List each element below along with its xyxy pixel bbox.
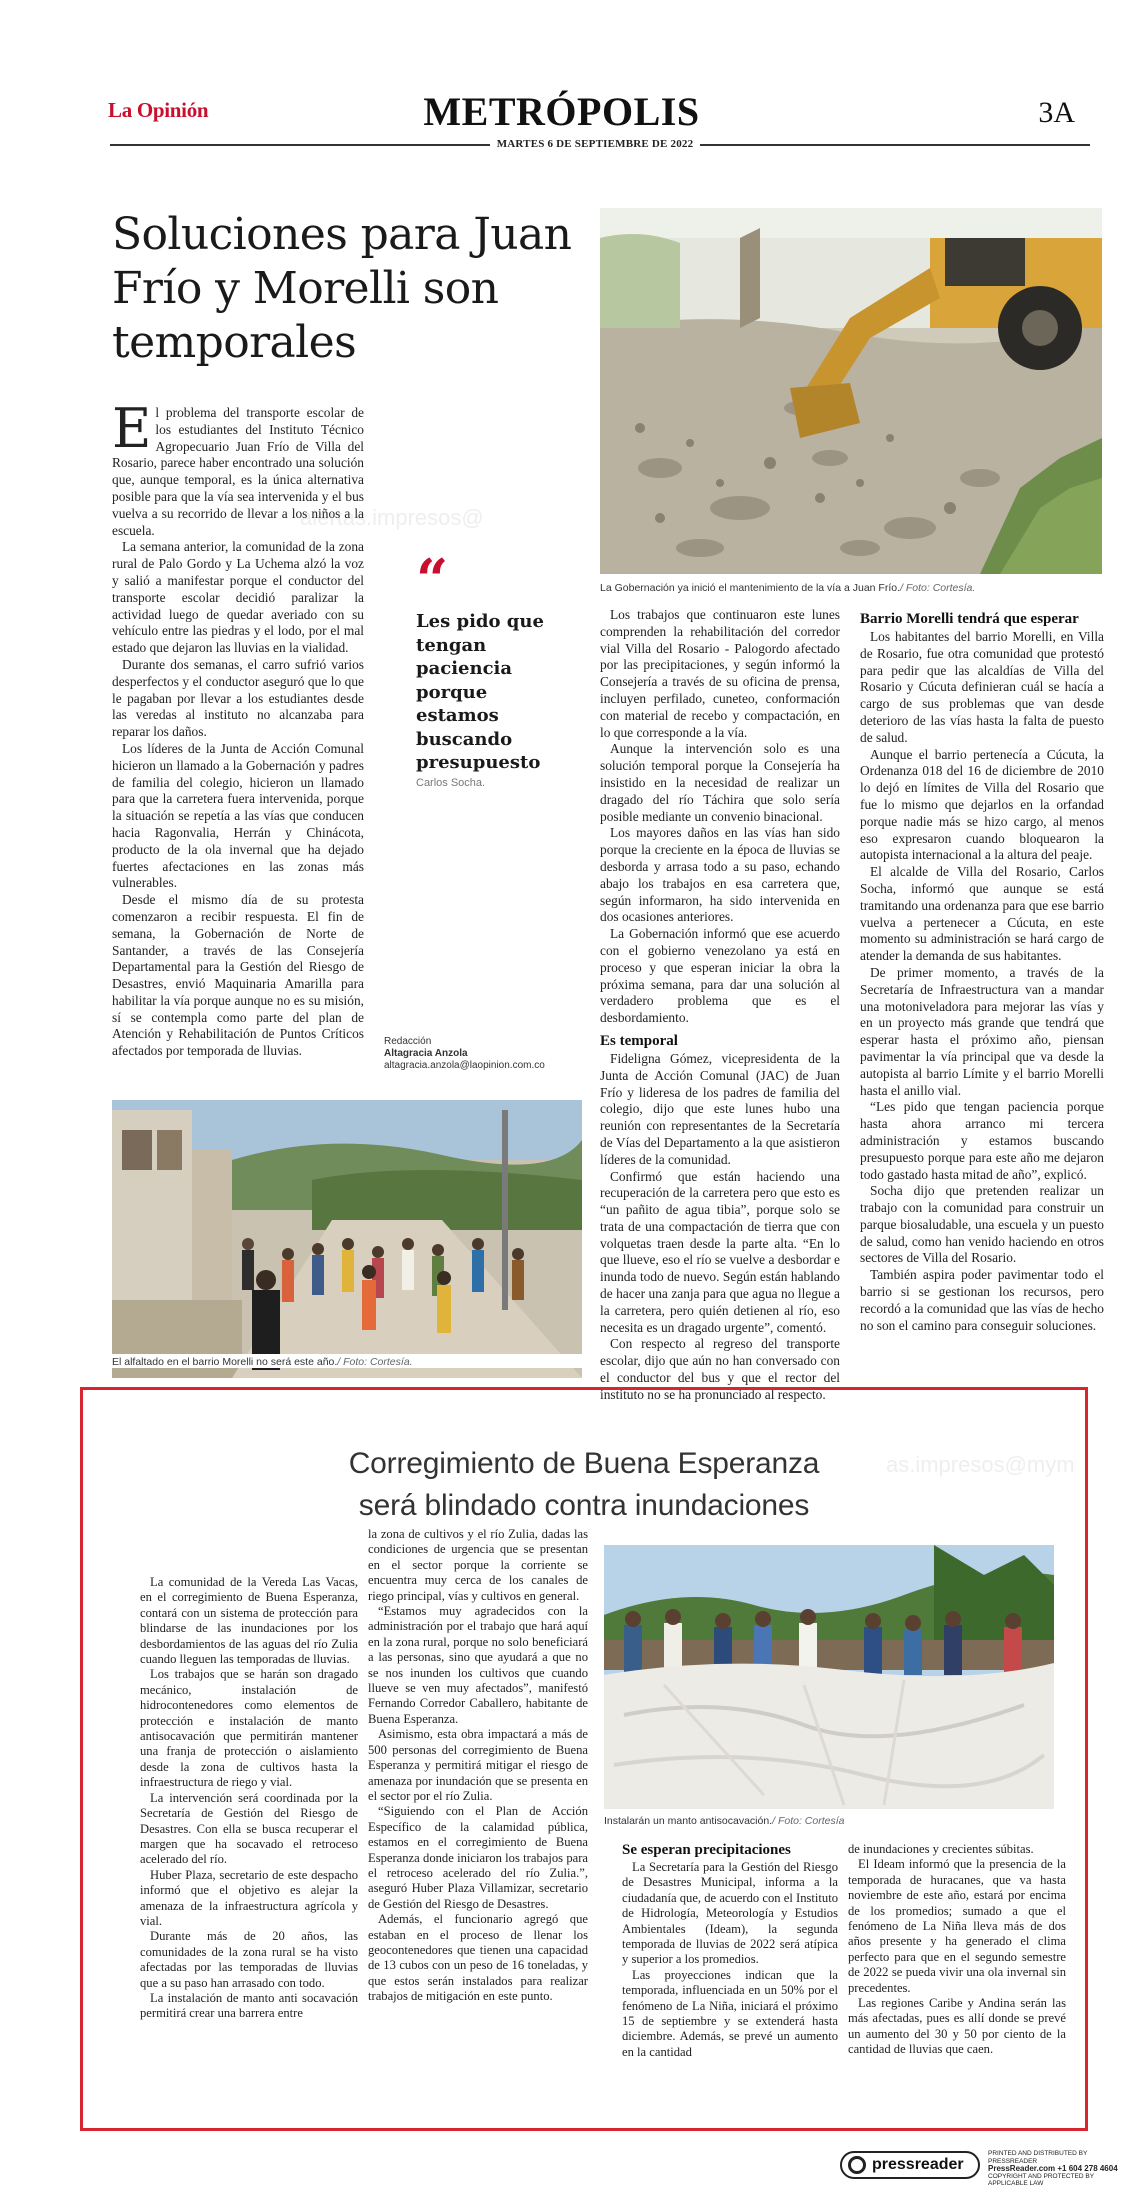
section-title: METRÓPOLIS bbox=[423, 89, 700, 134]
photo-road-credit: / Foto: Cortesía. bbox=[900, 582, 976, 594]
paragraph: la zona de cultivos y el río Zulia, dadas las condiciones de urgencia que se presentan en el sector porque la corriente se encuentra muy cerca de los canales de riego principal, vías y cultivos en general. bbox=[368, 1527, 588, 1603]
watermark: as.impresos@mym bbox=[886, 1452, 1075, 1477]
issue-date: MARTES 6 DE SEPTIEMBRE DE 2022 bbox=[496, 138, 694, 150]
dropcap: E bbox=[112, 397, 152, 460]
main-article-column-3 bbox=[600, 607, 840, 1404]
photo-morelli-caption-text-block bbox=[112, 1354, 582, 1368]
dateline bbox=[0, 138, 1123, 152]
photo-road-caption bbox=[600, 582, 1102, 594]
quote-mark-icon: “ bbox=[416, 547, 449, 613]
paragraph: Los trabajos que continuaron este lunes comprenden la rehabilitación del corredor vial Villa del Rosario - Palogordo afectado por las precipitaciones, y según informó la Consejería a través de su oficina de prensa, incluyen perfilado, cuneteo, conformación con material de recebo y compactación, en lo que corresponde a la vía. bbox=[600, 607, 840, 740]
paragraph: Desde el mismo día de su protesta comenzaron a recibir respuesta. El fin de semana, la Gobernación de Norte de Santander, a través de las Consejería Departamental para la Gestión del Riesgo de Desastres, envió Maquinaria Amarilla para habilitar la vía porque aunque no es su misión, sí se contempla como parte del plan de Atención y Rehabilitación de Puntos Críticos afectados por temporada de lluvias. bbox=[112, 892, 364, 1059]
box-column-2 bbox=[368, 1527, 588, 2005]
pressreader-logo-text: pressreader bbox=[872, 2156, 964, 2173]
riverbank-photo-illustration bbox=[604, 1545, 1054, 1809]
paragraph: Socha dijo que pretenden realizar un trabajo con la comunidad para construir un parque biosaludable, una escuela y un puesto de salud, como han venido haciendo en otros sectores de Villa del Rosario. bbox=[860, 1183, 1104, 1266]
paragraph: También aspira poder pavimentar todo el barrio si se gestionan los recursos, pero recordó a la comunidad que las vías de hecho no son el camino para conseguir soluciones. bbox=[860, 1267, 1104, 1333]
box-headline-line2: será blindado contra inundaciones bbox=[358, 1489, 810, 1522]
paragraph: La semana anterior, la comunidad de la zona rural de Palo Gordo y La Uchema alzó la voz y salió a manifestar porque el conductor del transporte escolar decidió paralizar la actividad luego de quedar averiado con su vehículo entre las piedras y el lodo, por el mal estado que dejaron las lluvias en la vialidad. bbox=[112, 539, 364, 656]
paragraph: Asimismo, esta obra impactará a más de 500 personas del corregimiento de Buena Esperanza y permitirá mitigar el riesgo de amenaza por inundación que se presenta en el sector por el río Zulia. bbox=[368, 1727, 588, 1803]
protest-photo-illustration bbox=[112, 1100, 582, 1378]
newspaper-logo[interactable]: La Opinión bbox=[108, 98, 209, 122]
paragraph: “Estamos muy agradecidos con la administración por el trabajo que hará aquí en la zona rural, porque no solo beneficiará a las personas, sino que ayudará a que no se nos inunden los cultivos que cuando llueve se ven muy afectados”, manifestó Fernando Corredor Caballero, habitante de Buena Esperanza. bbox=[368, 1604, 588, 1726]
paragraph: Las regiones Caribe y Andina serán las más afectadas, pues es allí donde se prevé un aumento del 30 y 50 por ciento de la cantidad de lluvias que caen. bbox=[848, 1996, 1066, 2057]
byline-author: Altagracia Anzola bbox=[384, 1048, 468, 1059]
subhead-barrio-morelli: Barrio Morelli tendrá que esperar bbox=[860, 611, 1079, 627]
pressreader-notice-line2: PressReader.com +1 604 278 4604 bbox=[988, 2164, 1118, 2173]
pull-quote-author: Carlos Socha. bbox=[416, 776, 486, 789]
dateline-rule-right bbox=[700, 144, 1090, 146]
paragraph: Aunque la intervención solo es una solución temporal porque la Consejería ha insistido en la necesidad de realizar un dragado del río Táchira que solo sería posible mediante un convenio binacional. bbox=[600, 741, 840, 824]
masthead bbox=[0, 0, 1123, 150]
pressreader-footer bbox=[840, 2147, 1120, 2187]
box-column-4 bbox=[848, 1842, 1066, 2058]
paragraph: Las proyecciones indican que la temporada, influenciada en un 50% por el fenómeno de La Niña, iniciará el próximo 15 de septiembre y se extenderá hasta diciembre. Además, se prevé un aumento en la cantidad bbox=[622, 1967, 838, 2059]
photo-morelli-credit: / Foto: Cortesía. bbox=[337, 1356, 413, 1368]
pressreader-notice-line3: COPYRIGHT AND PROTECTED BY APPLICABLE LAW bbox=[988, 2172, 1094, 2187]
paragraph: Huber Plaza, secretario de este despacho informó que el objetivo es alejar la amenaza de la infraestructura agrícola y vial. bbox=[140, 1867, 358, 1928]
paragraph: Aunque el barrio pertenecía a Cúcuta, la Ordenanza 018 del 16 de diciembre de 2010 lo dejó en límites de Villa del Rosario que fue lo mismo que dejarlos en la orfandad porque nadie más se hizo cargo, al menos eso expresaron cuando bloquearon la autopista internacional a la altura del peaje. bbox=[860, 746, 1104, 863]
paragraph: La Secretaría para la Gestión del Riesgo de Desastres Municipal, informa a la ciudadanía que, de acuerdo con el Instituto de Hidrología, Meteorología y Estudios Ambientales (Ideam), la segunda temporada de lluvias de 2022 será atípica y superior a los promedios. bbox=[622, 1860, 838, 1967]
paragraph: La instalación de manto anti socavación permitirá crear una barrera entre bbox=[140, 1990, 358, 2021]
pressreader-notice bbox=[988, 2150, 1118, 2188]
box-headline-line1: Corregimiento de Buena Esperanza bbox=[348, 1447, 820, 1480]
subhead-es-temporal: Es temporal bbox=[600, 1032, 678, 1049]
paragraph-text: l problema del transporte escolar de los estudiantes del Instituto Técnico Agropecuario Juan Frío de Villa del Rosario, parece haber encontrado una solución que, aunque temporal, es la única alternativa posible para que la vía sea intervenida y el bus vuelva a su recorrido de llevar a los niños a la escuela. bbox=[112, 405, 364, 538]
excavator-photo-illustration bbox=[600, 208, 1102, 574]
paragraph: Durante dos semanas, el carro sufrió varios desperfectos y el conductor aseguró que lo que le pagaban por llevar a los estudiantes desde las veredas al instituto no alcanzaba para reparar los daños. bbox=[112, 656, 364, 740]
paragraph: Los líderes de la Junta de Acción Comunal hicieron un llamado a la Gobernación y padres de familia del colegio, hicieron un llamado para que la carretera fuera intervenida, porque la situación se repetía a las vías que conducen hacia Ragonvalia, Herrán y Chinácota, producto de la ola invernal que ha dejado fuertes afectaciones en las zonas más vulnerables. bbox=[112, 740, 364, 891]
paragraph: de inundaciones y crecientes súbitas. bbox=[848, 1842, 1034, 1856]
paragraph: El Ideam informó que la presencia de la temporada de huracanes, que va hasta noviembre de este año, estará por encima de los promedios; sumado a que el fenómeno de La Niña lleva más de dos años presente y ha generado el clima perfecto para que en el segundo semestre de 2022 se pueda vivir una ola invernal sin precedentes. bbox=[848, 1857, 1066, 1995]
box-column-3 bbox=[622, 1842, 838, 2060]
photo-antisocavation bbox=[604, 1545, 1054, 1809]
photo-antisocavation-credit: / Foto: Cortesía bbox=[772, 1815, 845, 1827]
photo-morelli-protest bbox=[112, 1100, 582, 1378]
main-article-column-1 bbox=[112, 397, 364, 1060]
pull-quote bbox=[416, 547, 576, 789]
paragraph: Fideligna Gómez, vicepresidenta de la Junta de Acción Comunal (JAC) de Juan Frío y lideresa de los padres de familia del colegio, dijo que este lunes hubo una reunión con representantes de la Secretaría de Vías del Departamento a la que asistieron líderes de la comunidad. bbox=[600, 1050, 840, 1167]
main-headline: Soluciones para Juan Frío y Morelli son temporales bbox=[112, 209, 572, 368]
page-number: 3A bbox=[1038, 96, 1075, 129]
watermark: alertas.impresos@ bbox=[300, 505, 484, 530]
subhead-precipitaciones: Se esperan precipitaciones bbox=[622, 1842, 791, 1858]
pressreader-notice-line1: PRINTED AND DISTRIBUTED BY PRESSREADER bbox=[988, 2150, 1088, 2165]
paragraph: La Gobernación informó que ese acuerdo con el gobierno venezolano ya está en proceso y que esperan iniciar la obra la próxima semana, para dar una solución al verdadero problema que es el desbordamiento. bbox=[600, 926, 840, 1026]
paragraph: Confirmó que están haciendo una recuperación de la carretera pero que esto es “un pañito de agua tibia”, porque solo se trata de una compactación de tierra que con volquetas traen desde la parte alta. “En lo que llueve, eso el río se vuelve a desbordar e inunda todo de nuevo. Según están hablando de hacer una zanja para que agua no llegue a la carretera, pero quién detienen al río, eso necesita es un dragado urgente”, comentó. bbox=[600, 1168, 840, 1335]
byline-label: Redacción bbox=[384, 1036, 432, 1047]
pull-quote-text: Les pido que tengan paciencia porque estamos buscando presupuesto bbox=[416, 611, 544, 773]
paragraph: La comunidad de la Vereda Las Vacas, en el corregimiento de Buena Esperanza, contará con un sistema de protección para blindarse de las inundaciones por los desbordamientos de las aguas del río Zulia cuando lleguen las temporadas de lluvias. bbox=[140, 1575, 358, 1667]
dateline-rule-left bbox=[110, 144, 490, 146]
paragraph: Los mayores daños en las vías han sido porque la creciente en la época de lluvias se desborda y arrasa todo a su paso, echando abajo los trabajos en esa carretera que, según informaron, ha sido intervenida en dos ocasiones anteriores. bbox=[600, 825, 840, 925]
paragraph: El alcalde de Villa del Rosario, Carlos Socha, informó que aunque se está tramitando una ordenanza para que ese barrio vuelva a pertenecer a Cúcuta, en este momento su administración se hará cargo de atender la demanda de sus habitantes. bbox=[860, 864, 1104, 964]
box-column-1 bbox=[140, 1575, 358, 2022]
photo-road-caption-text: La Gobernación ya inició el mantenimiento de la vía a Juan Frío. bbox=[600, 582, 901, 594]
main-article-column-4 bbox=[860, 611, 1104, 1334]
photo-road-maintenance bbox=[600, 208, 1102, 574]
photo-antisocavation-caption bbox=[604, 1815, 1054, 1827]
photo-morelli-caption-text: El alfaltado en el barrio Morelli no será este año. bbox=[112, 1356, 338, 1368]
paragraph: De primer momento, a través de la Secretaría de Infraestructura van a mandar una motoniveladora para mejorar las vías y en un proyecto más grande que tendrá que esperar hasta el próximo año, piensan pavimentar la vía principal que va desde la autopista al barrio Límite y el barrio Morelli hasta el anillo vial. bbox=[860, 964, 1104, 1098]
paragraph: Los trabajos que se harán son dragado mecánico, instalación de hidrocontenedores como elementos de protección e instalación de manto antisocavación que permitirán mantener una franja de protección o aislamiento desde la zona de cultivos hasta la infraestructura de riego y vial. bbox=[140, 1667, 358, 1790]
pressreader-icon bbox=[848, 2156, 866, 2174]
byline-email[interactable]: altagracia.anzola@laopinion.com.co bbox=[384, 1060, 545, 1071]
paragraph: Además, el funcionario agregó que estaban en el proceso de llenar los geocontenedores que tienen una capacidad de 13 cubos con un peso de 16 toneladas, y que estos serán instalados para realizar trabajos de mitigación en este punto. bbox=[368, 1912, 588, 2004]
paragraph: Los habitantes del barrio Morelli, en Villa de Rosario, fue otra comunidad que protestó para pedir que las alcaldías de Villa del Rosario y Cúcuta definieran cuál se hacía a cargo de sus problemas que van desde deterioro de las vías hasta la falta de puesto de salud. bbox=[860, 629, 1104, 745]
byline bbox=[384, 1036, 545, 1072]
paragraph: Con respecto al regreso del transporte escolar, dijo que aún no han conversado con el conductor del bus y que el rector del instituto no se ha pronunciado al respecto. bbox=[600, 1336, 840, 1402]
paragraph: La intervención será coordinada por la Secretaría de Gestión del Riesgo de Desastres. Con ella se busca recuperar el margen que ha socavado el retroceso acelerado del río. bbox=[140, 1790, 358, 1867]
pressreader-logo[interactable] bbox=[840, 2151, 980, 2179]
paragraph: “Siguiendo con el Plan de Acción Específico de la calamidad pública, estamos en el corregimiento de Buena Esperanza donde iniciaron los trabajos para el retroceso acelerado del río Zulia.”, aseguró Huber Plaza Villamizar, secretario de Gestión del Riesgo de Desastres. bbox=[368, 1804, 588, 1911]
paragraph: “Les pido que tengan paciencia porque hasta ahora arranco mi tercera administración y estamos buscando presupuesto porque para este año me dejaron todo gastado hasta mitad de año”, explicó. bbox=[860, 1099, 1104, 1182]
paragraph: Durante más de 20 años, las comunidades de la zona rural se ha visto afectadas por las temporadas de lluvias que a su paso han arrasado con todo. bbox=[140, 1929, 358, 1990]
photo-antisocavation-caption-text: Instalarán un manto antisocavación. bbox=[604, 1815, 773, 1827]
